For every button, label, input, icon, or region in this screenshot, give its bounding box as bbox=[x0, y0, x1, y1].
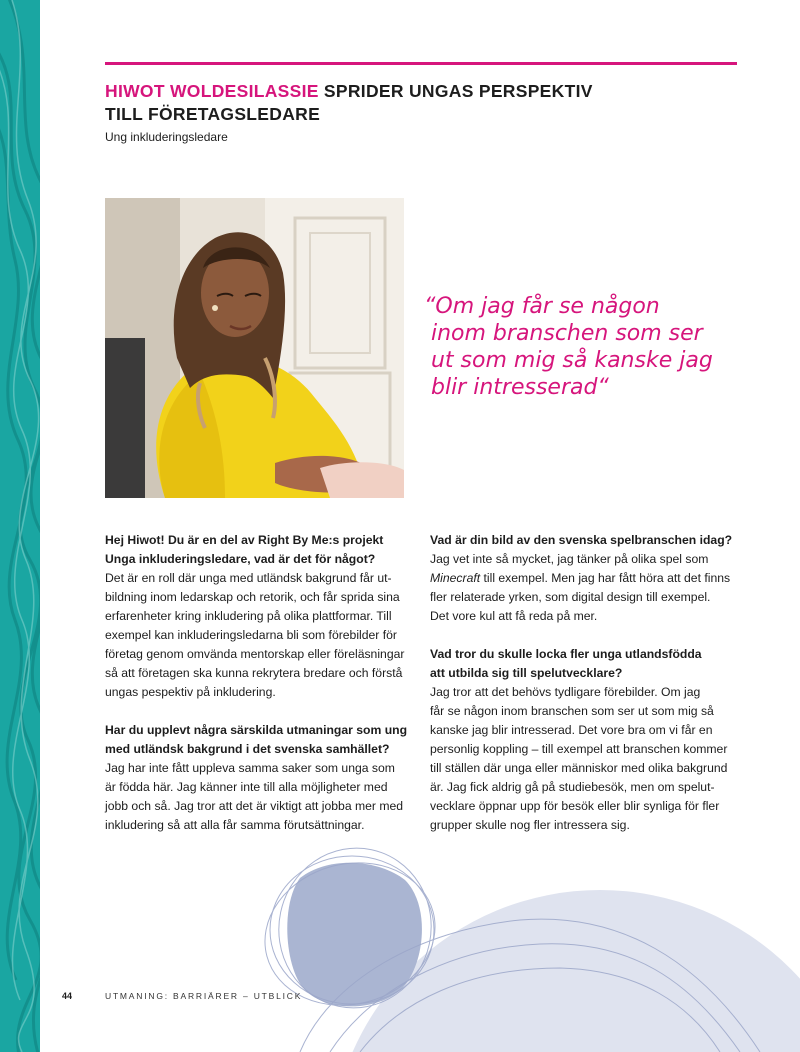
answer-line: exempel kan inkluderingsledarna bli som förebilder för bbox=[105, 628, 397, 642]
top-accent-rule bbox=[105, 62, 737, 65]
page-title bbox=[105, 80, 725, 126]
question-line: Hej Hiwot! Du är en del av Right By Me:s projekt bbox=[105, 533, 384, 547]
game-title-minecraft: Minecraft bbox=[430, 571, 481, 585]
interview-column-right bbox=[430, 531, 738, 854]
title-line2: TILL FÖRETAGSLEDARE bbox=[105, 104, 321, 124]
answer-line: bildning inom ledarskap och retorik, och får sprida sina bbox=[105, 590, 400, 604]
interview-answer bbox=[105, 759, 413, 835]
answer-line: Jag vet inte så mycket, jag tänker på olika spel som bbox=[430, 552, 709, 566]
question-line: Vad är din bild av den svenska spelbranschen idag? bbox=[430, 533, 733, 547]
answer-line: företag genom omvända mentorskap eller föreläsningar bbox=[105, 647, 405, 661]
answer-line: till exempel. Men jag har fått höra att det finns bbox=[480, 571, 731, 585]
quote-line: “Om jag får se någon bbox=[424, 294, 660, 319]
answer-line: så att företagen ska kunna rekrytera bredare och förstå bbox=[105, 666, 403, 680]
interview-answer bbox=[105, 569, 413, 702]
answer-line: erfarenheter kring inkludering på olika plattformar. Till bbox=[105, 609, 392, 623]
quote-line: ut som mig så kanske jag bbox=[424, 348, 713, 373]
answer-line: Jag tror att det behövs tydligare förebilder. Om jag bbox=[430, 685, 701, 699]
interview-answer bbox=[430, 683, 738, 835]
subtitle: Ung inkluderingsledare bbox=[105, 130, 228, 144]
answer-line: kanske jag blir intresserad. Det vore bra om vi får en bbox=[430, 723, 713, 737]
portrait-illustration bbox=[105, 198, 404, 498]
interview-column-left bbox=[105, 531, 413, 854]
answer-line: fler relaterade yrken, som digital design till exempel. bbox=[430, 590, 711, 604]
interview-question bbox=[105, 531, 413, 569]
quote-line: blir intresserad“ bbox=[424, 375, 609, 400]
interview-question bbox=[105, 721, 413, 759]
answer-line: är. Jag fick aldrig gå på studiebesök, men om spelut- bbox=[430, 780, 715, 794]
answer-line: är födda här. Jag känner inte till alla möjligheter med bbox=[105, 780, 388, 794]
title-rest-line1: SPRIDER UNGAS PERSPEKTIV bbox=[318, 81, 593, 101]
answer-line: grupper skulle nog fler intressera sig. bbox=[430, 818, 630, 832]
answer-line: vecklare öppnar upp för besök eller blir synliga för fler bbox=[430, 799, 720, 813]
interview-question bbox=[430, 645, 738, 683]
answer-line: Det vore kul att få reda på mer. bbox=[430, 609, 598, 623]
answer-line: ungas pespektiv på inkludering. bbox=[105, 685, 276, 699]
question-line: Vad tror du skulle locka fler unga utlandsfödda bbox=[430, 647, 702, 661]
answer-line: personlig koppling – till exempel att branschen kommer bbox=[430, 742, 728, 756]
question-line: med utländsk bakgrund i det svenska samhället? bbox=[105, 742, 390, 756]
answer-line: får se någon inom branschen som ser ut som mig så bbox=[430, 704, 714, 718]
answer-line: Det är en roll där unga med utländsk bakgrund får ut- bbox=[105, 571, 392, 585]
pull-quote bbox=[424, 293, 744, 401]
answer-line: Jag har inte fått uppleva samma saker som unga som bbox=[105, 761, 395, 775]
page-number: 44 bbox=[62, 991, 73, 1001]
answer-line: jobb och så. Jag tror att det är viktigt att jobba mer med bbox=[105, 799, 404, 813]
answer-line: till ställen där unga eller människor med olika bakgrund bbox=[430, 761, 728, 775]
interview-answer bbox=[430, 550, 738, 626]
question-line: Har du upplevt några särskilda utmaningar som ung bbox=[105, 723, 408, 737]
portrait-photo bbox=[105, 198, 404, 498]
section-footer: UTMANING: BARRIÄRER – UTBLICK bbox=[105, 991, 303, 1001]
title-person-name: HIWOT WOLDESILASSIE bbox=[105, 81, 319, 101]
question-line: att utbilda sig till spelutvecklare? bbox=[430, 666, 623, 680]
answer-line: inkludering så att alla får samma förutsättningar. bbox=[105, 818, 365, 832]
question-line: Unga inkluderingsledare, vad är det för något? bbox=[105, 552, 376, 566]
quote-line: inom branschen som ser bbox=[424, 321, 703, 346]
interview-question bbox=[430, 531, 738, 550]
